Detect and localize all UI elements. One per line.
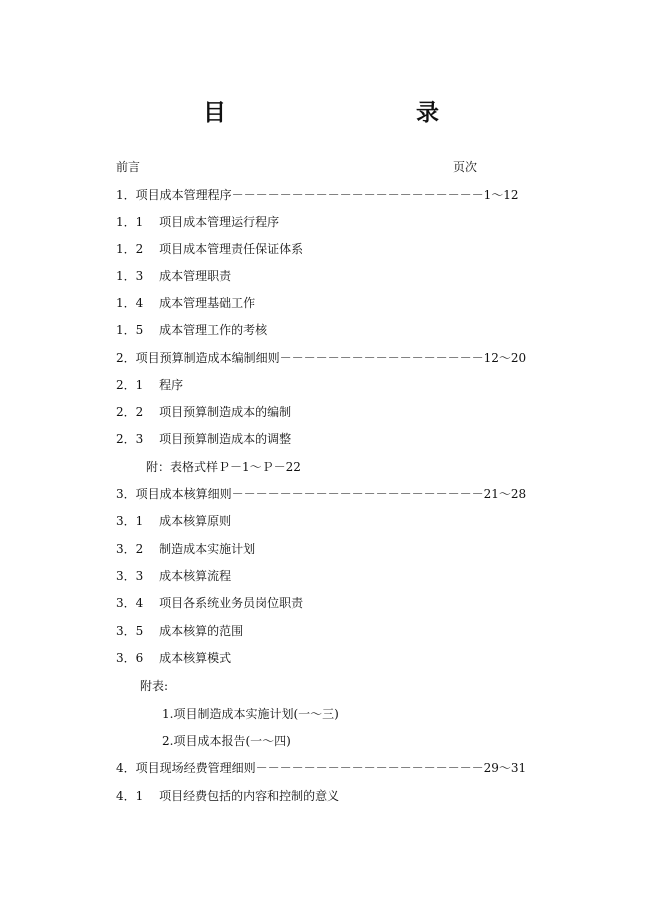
toc-entry-1: 1．项目成本管理程序－－－－－－－－－－－－－－－－－－－－－1～12 <box>116 188 519 202</box>
toc-entry-1-2: 1．2 项目成本管理责任保证体系 <box>116 242 304 256</box>
toc-entry-3-4: 3．4 项目各系统业务员岗位职责 <box>116 596 304 610</box>
toc-entry-4: 4．项目现场经费管理细则－－－－－－－－－－－－－－－－－－－29～31 <box>116 761 527 775</box>
toc-entry-2: 2．项目预算制造成本编制细则－－－－－－－－－－－－－－－－－12～20 <box>116 351 527 365</box>
page-title: 目 录 <box>203 99 487 126</box>
toc-entry-3: 3．项目成本核算细则－－－－－－－－－－－－－－－－－－－－－21～28 <box>116 487 527 501</box>
toc-entry-3-5: 3．5 成本核算的范围 <box>116 624 244 638</box>
page-number-header: 页次 <box>452 160 477 174</box>
toc-entry-1-5: 1．5 成本管理工作的考核 <box>116 323 268 337</box>
toc-appendix-item-2: 2.项目成本报告(一～四) <box>162 734 291 748</box>
toc-entry-2-2: 2．2 项目预算制造成本的编制 <box>116 405 292 419</box>
toc-entry-4-1: 4．1 项目经费包括的内容和控制的意义 <box>116 789 340 803</box>
toc-entry-1-4: 1．4 成本管理基础工作 <box>116 296 256 310</box>
toc-entry-3-1: 3．1 成本核算原则 <box>116 514 232 528</box>
preface-label: 前言 <box>116 160 141 174</box>
toc-entry-3-6: 3．6 成本核算模式 <box>116 651 232 665</box>
toc-appendix-item-1: 1.项目制造成本实施计划(一～三) <box>162 707 339 721</box>
toc-entry-3-2: 3．2 制造成本实施计划 <box>116 542 256 556</box>
toc-entry-2-1: 2．1 程序 <box>116 378 184 392</box>
toc-entry-1-1: 1．1 项目成本管理运行程序 <box>116 215 280 229</box>
toc-appendix-label: 附表: <box>140 679 169 693</box>
toc-entry-1-3: 1．3 成本管理职责 <box>116 269 232 283</box>
toc-entry-3-3: 3．3 成本核算流程 <box>116 569 232 583</box>
toc-appendix-forms: 附：表格式样Ｐ－1～Ｐ－22 <box>146 460 301 474</box>
toc-entry-2-3: 2．3 项目预算制造成本的调整 <box>116 432 292 446</box>
